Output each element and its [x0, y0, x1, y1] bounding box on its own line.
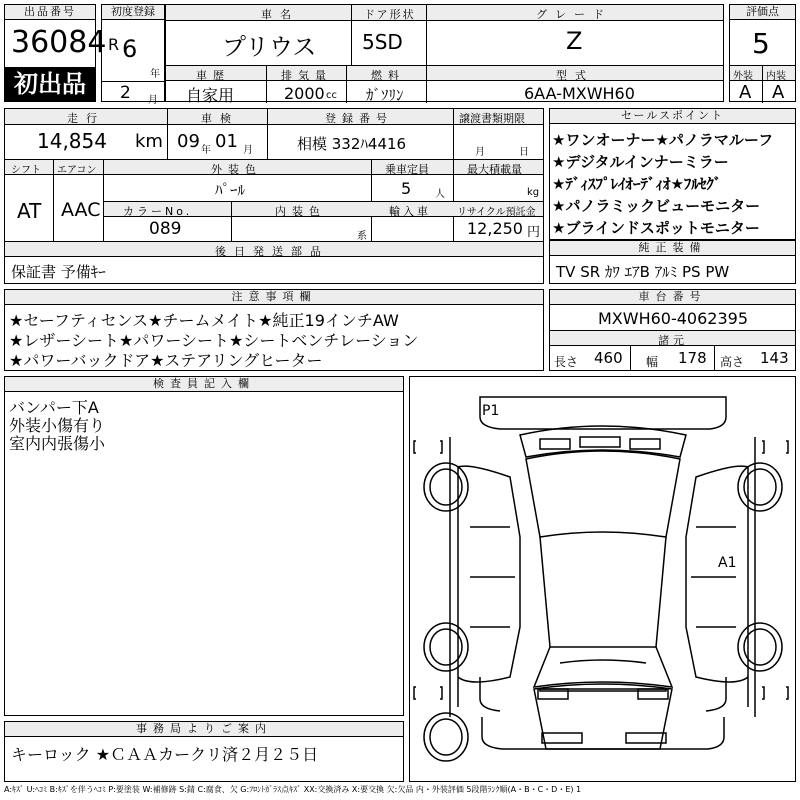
mileage-row-box [4, 108, 544, 284]
sales-point-3: ★パノラミックビューモニター [552, 197, 761, 215]
first-reg-year: 6 [122, 35, 138, 63]
first-listing-badge-text: 初出品 [14, 70, 86, 98]
interior-grade: A [772, 82, 785, 103]
office-label: 事務局よりご案内 [5, 722, 403, 737]
shift: AT [17, 199, 42, 223]
chassis-label: 車台番号 [550, 290, 795, 305]
notes-line-2: ★パワーバックドア★ステアリングヒーター [9, 351, 323, 370]
notes-line-1: ★レザーシート★パワーシート★シートベンチレーション [9, 331, 419, 350]
shift-label: シフト [11, 165, 41, 176]
inspector-line-0: バンパー下A [9, 398, 99, 417]
legend: A:ｷｽﾞ U:ﾍｺﾐ B:ｷｽﾞを伴うﾍｺﾐ P:要塗装 W:補修跡 S:錆 C:腐食、欠 G:ﾌﾛﾝﾄｶﾞﾗｽ点ｷｽﾞ XX:交換済み X:要交換 欠:欠品 内・外装評価 5段階ﾗﾝｸ順(A・B・C・D・E) 1 [4, 785, 582, 794]
first-registration-box [101, 4, 165, 106]
sales-point-4: ★ブラインドスポットモニター [552, 219, 760, 237]
score: 5 [752, 27, 770, 60]
inspection-month: 01 [215, 131, 238, 152]
history: 自家用 [186, 86, 235, 105]
score-box [729, 4, 796, 102]
height-label: 高さ [720, 355, 745, 369]
capacity-label: 乗車定員 [385, 163, 429, 176]
door-label: ドア形状 [364, 8, 416, 21]
interior-unit: 系 [357, 231, 367, 242]
recycle-value: 12,250 [467, 219, 523, 238]
car-name: プリウス [222, 33, 317, 61]
later-parts-value: 保証書 予備ｷｰ [11, 263, 106, 281]
mark-a1: A1 [718, 555, 737, 571]
inspector-box [4, 376, 404, 716]
height: 143 [760, 349, 789, 367]
registration-label: 登録番号 [325, 112, 393, 125]
recycle-unit: 円 [527, 225, 541, 240]
first-reg-month: 2 [120, 83, 131, 103]
standard-equipment-value: TV SR ｶﾜ ｴｱB ｱﾙﾐ PS PW [556, 263, 730, 281]
color-no: 089 [149, 219, 182, 239]
model-label: 型式 [556, 69, 594, 82]
fuel-label: 燃料 [371, 69, 405, 82]
sales-points-label: セールスポイント [550, 109, 795, 124]
aircon-label: エアコン [57, 165, 97, 176]
recycle-label: リサイクル預託金 [457, 207, 536, 218]
length-label: 長さ [554, 355, 579, 369]
color-no-label: カラーNo. [123, 205, 193, 218]
notes-box [4, 289, 544, 371]
length: 460 [594, 349, 623, 367]
notes-label: 注意事項欄 [5, 290, 543, 305]
max-load-label: 最大積載量 [467, 163, 522, 176]
deadline-month-unit: 月 [475, 147, 485, 158]
aircon: AAC [61, 199, 101, 221]
sales-points-box [549, 108, 796, 240]
inspection-year: 09 [177, 131, 200, 152]
grade-label: グレード [536, 8, 612, 21]
sales-point-2: ★ﾃﾞｨｽﾌﾟﾚｲｵｰﾃﾞｨｵ★ﾌﾙｾｸﾞ [552, 175, 722, 193]
inspection-label: 車検 [201, 112, 239, 125]
displacement: 2000 [284, 84, 325, 103]
standard-equipment-box [549, 240, 796, 284]
sales-point-0: ★ワンオーナー★パノラマルーフ [552, 131, 774, 149]
width-label: 幅 [646, 355, 659, 369]
inspection-month-unit: 月 [243, 145, 253, 156]
chassis-value: MXWH60-4062395 [598, 309, 749, 328]
exterior-grade-label: 外装 [733, 71, 753, 82]
grade: Z [566, 27, 583, 55]
inspector-line-1: 外装小傷有り [9, 416, 106, 435]
lot-number: 36084 [11, 25, 107, 60]
office-value: キーロック ★ＣＡＡカークリ済２月２５日 [11, 745, 319, 764]
first-listing-badge [5, 67, 95, 101]
month-unit: 月 [148, 95, 158, 106]
capacity: 5 [401, 179, 412, 198]
vehicle-info-box [165, 4, 724, 105]
exterior-color-label: 外装色 [211, 163, 262, 176]
transfer-deadline-label: 譲渡書類期限 [459, 112, 525, 125]
first-reg-label: 初度登録 [102, 5, 164, 20]
exterior-grade: A [739, 82, 752, 103]
later-parts-label: 後日発送部品 [215, 245, 329, 258]
lot-number-box [4, 4, 107, 102]
sales-point-1: ★デジタルインナーミラー [552, 153, 729, 171]
mark-p1: P1 [482, 403, 500, 419]
car-name-label: 車名 [261, 8, 299, 21]
mileage-value: 14,854 [37, 129, 107, 153]
dimensions-label: 諸元 [658, 334, 688, 347]
displacement-unit: cc [326, 90, 337, 101]
displacement-label: 排気量 [281, 69, 332, 82]
lot-label: 出品番号 [5, 5, 95, 20]
width: 178 [678, 349, 707, 367]
notes-line-0: ★セーフティセンス★チームメイト★純正19インチAW [9, 311, 399, 330]
deadline-day-unit: 日 [519, 147, 529, 158]
registration-value: 相模 332ﾊ4416 [297, 135, 407, 153]
office-box [4, 721, 404, 782]
max-load-unit: kg [527, 187, 540, 198]
interior-grade-label: 内装 [766, 71, 786, 82]
capacity-unit: 人 [435, 189, 445, 200]
chassis-box [549, 289, 796, 371]
exterior-color: ﾊﾟｰﾙ [215, 181, 246, 199]
mileage-label: 走行 [67, 112, 105, 125]
year-unit: 年 [150, 69, 160, 80]
damage-diagram-box [409, 376, 796, 782]
import-label: 輸入車 [389, 205, 431, 218]
standard-equipment-label: 純正装備 [550, 241, 795, 256]
interior-color-label: 内装色 [275, 205, 326, 218]
fuel: ｶﾞｿﾘﾝ [366, 86, 404, 104]
score-label: 評価点 [730, 5, 795, 20]
door-type: 5SD [362, 30, 403, 54]
inspection-year-unit: 年 [201, 145, 211, 156]
inspector-label: 検査員記入欄 [5, 377, 403, 392]
history-label: 車歴 [196, 69, 230, 82]
mileage-unit: km [135, 131, 163, 152]
era-mark: R [108, 35, 120, 54]
inspector-line-2: 室内内張傷小 [9, 434, 106, 453]
car-diagram [410, 377, 795, 781]
model: 6AA-MXWH60 [524, 84, 635, 103]
